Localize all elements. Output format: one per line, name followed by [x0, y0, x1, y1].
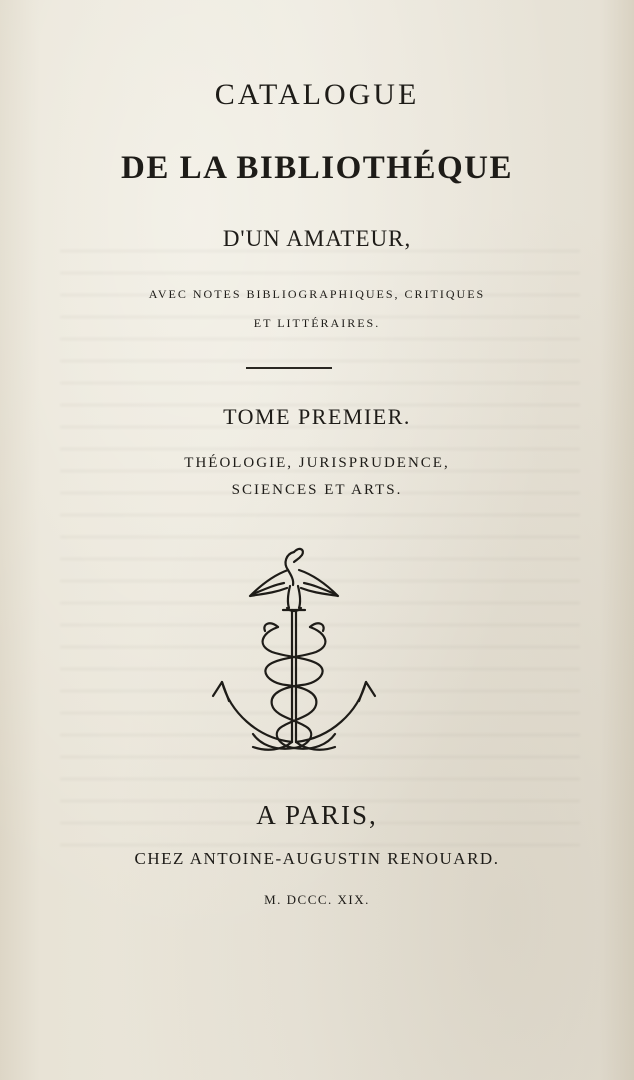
imprint-publisher: CHEZ ANTOINE-AUGUSTIN RENOUARD. — [134, 849, 500, 868]
anchor-with-serpents-and-rooster-icon — [204, 536, 384, 768]
volume-label: TOME PREMIER. — [223, 404, 411, 429]
subtitle-line-1: AVEC NOTES BIBLIOGRAPHIQUES, CRITIQUES — [148, 287, 486, 301]
subtitle-line-2: ET LITTÉRAIRES. — [253, 316, 381, 330]
title-line-bibliotheque: DE LA BIBLIOTHÉQUE — [121, 150, 513, 186]
imprint-date: M. DCCC. XIX. — [264, 892, 370, 907]
imprint-place: A PARIS, — [256, 800, 378, 830]
title-line-catalogue: CATALOGUE — [214, 78, 420, 111]
title-line-amateur: D'UN AMATEUR, — [222, 226, 412, 251]
contents-line-2: SCIENCES ET ARTS. — [231, 482, 403, 498]
divider-rule — [246, 367, 332, 369]
contents-line-1: THÉOLOGIE, JURISPRUDENCE, — [184, 455, 450, 471]
